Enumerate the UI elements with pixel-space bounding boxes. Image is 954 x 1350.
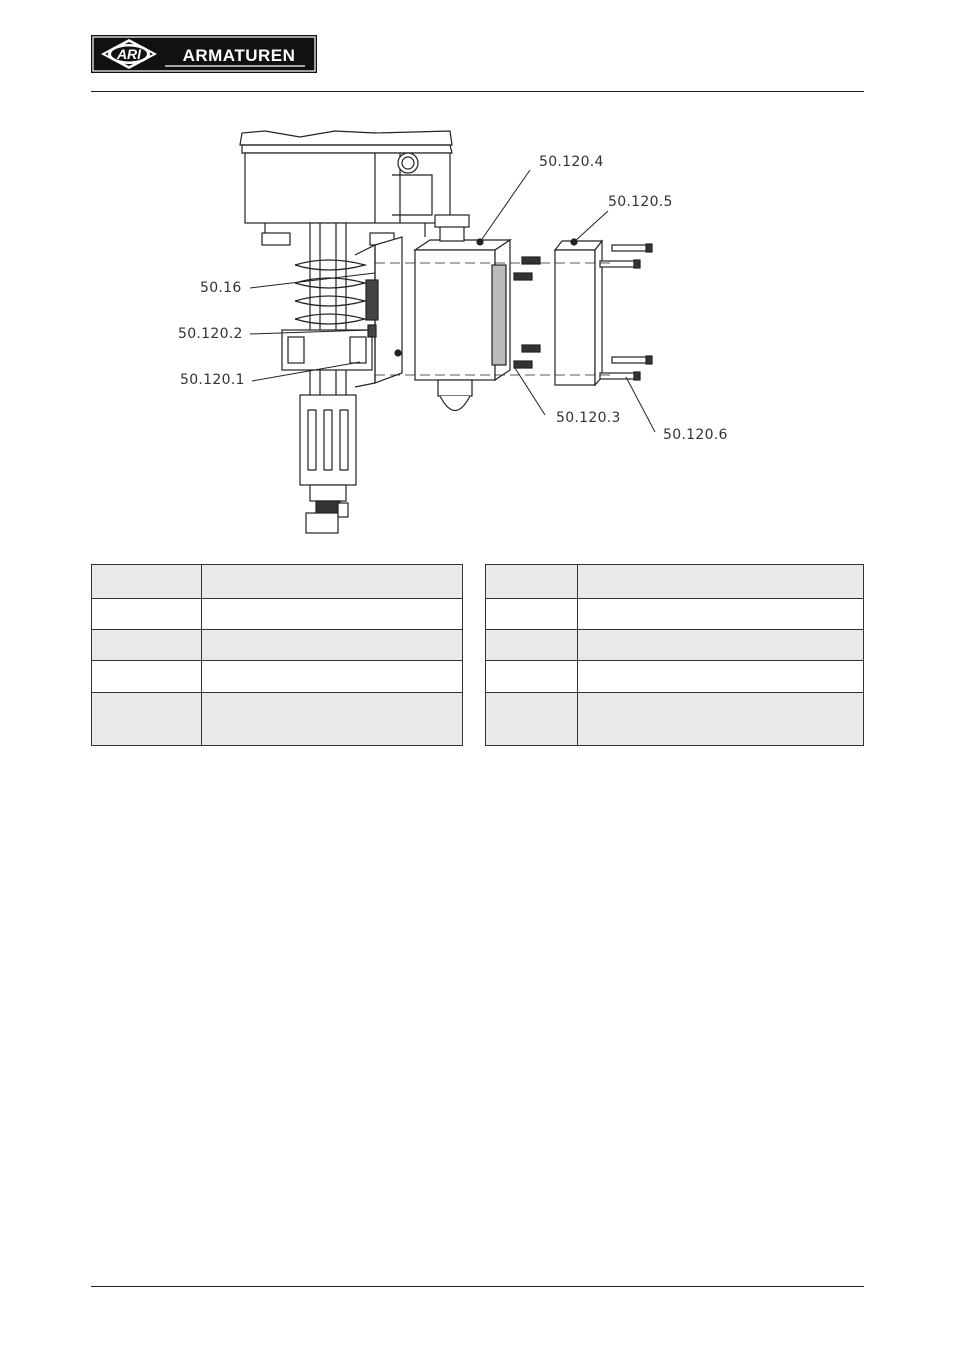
table-row (486, 693, 864, 746)
table-row (486, 599, 864, 630)
table-cell-designation (202, 693, 463, 746)
table-cell-no (486, 693, 578, 746)
table-cell-designation (202, 565, 463, 599)
table-row (92, 693, 463, 746)
table-cell-no (92, 693, 202, 746)
callout-50-16: 50.16 (200, 280, 242, 296)
table-cell-designation (202, 661, 463, 693)
table-header-row (486, 565, 864, 599)
table-header-row (92, 565, 463, 599)
callout-50-120-1: 50.120.1 (180, 372, 245, 388)
callout-50-120-2: 50.120.2 (178, 326, 243, 342)
table-row (486, 630, 864, 661)
table-row (486, 661, 864, 693)
table-cell-designation (578, 661, 864, 693)
table-cell-designation (578, 630, 864, 661)
table-row (92, 630, 463, 661)
parts-table-left (91, 564, 463, 746)
exploded-view-drawing (170, 125, 770, 545)
table-cell-no (486, 630, 578, 661)
logo-mark-text: ARI (116, 46, 142, 62)
table-cell-no (486, 599, 578, 630)
table-cell-no (92, 630, 202, 661)
header-rule (91, 91, 864, 92)
parts-table-right (485, 564, 864, 746)
table-cell-no (92, 599, 202, 630)
table-row (92, 661, 463, 693)
table-cell-no (92, 661, 202, 693)
table-cell-designation (578, 693, 864, 746)
table-cell-no (92, 565, 202, 599)
callout-50-120-5: 50.120.5 (608, 194, 673, 210)
table-cell-designation (578, 565, 864, 599)
table-row (92, 599, 463, 630)
company-logo (91, 35, 317, 73)
table-cell-designation (202, 630, 463, 661)
table-cell-designation (578, 599, 864, 630)
table-cell-no (486, 661, 578, 693)
footer-rule (91, 1286, 864, 1287)
callout-50-120-6: 50.120.6 (663, 427, 728, 443)
table-cell-designation (202, 599, 463, 630)
callout-50-120-4: 50.120.4 (539, 154, 604, 170)
table-cell-no (486, 565, 578, 599)
callout-50-120-3: 50.120.3 (556, 410, 621, 426)
logo-brand-text: ARMATUREN (182, 46, 296, 65)
